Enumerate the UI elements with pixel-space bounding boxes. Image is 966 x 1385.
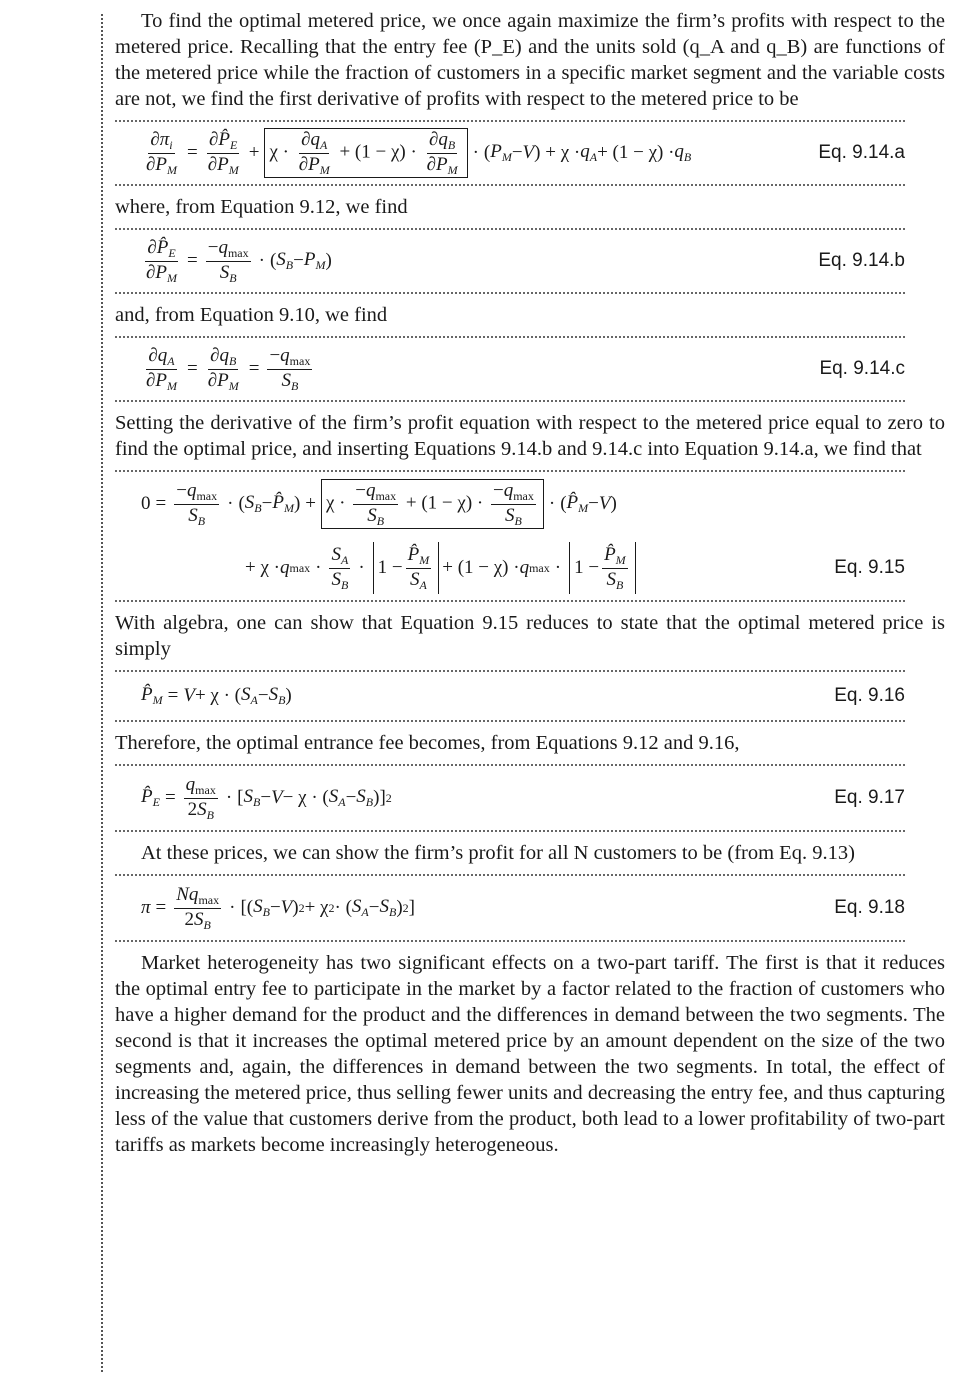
equation-body-line-1: 0 = $\frac{-q_{max}}{S_B}$ · ( $S_B$ − $P̂_M$ ) + χ · $\frac{-q_{max}}{S_B}$ + (1 − χ) · $\frac{-q_{max}}{S_B}$ · ( $P̂_M$ − V ): [141, 479, 617, 528]
equation-9-15: [115, 470, 905, 602]
equation-label: Eq. 9.15: [834, 557, 905, 578]
equation-body: $\frac{\partial\pi_i}{\partial P_M}$ = $\frac{\partial P̂_E}{\partial P_M}$ + χ · $\frac{\partial q_A}{\partial P_M}$ + (1 − χ) · $\frac{\partial q_B}{\partial P_M}$ · ( $P_M$ − V ) + χ · $q_A$ + (1 − χ) · $q_B$: [146, 128, 692, 177]
equation-body: π = $\frac{Nq_{max}}{2S_B}$ · [( $S_B$ − V ) 2 + χ 2 · ( $S_A$ − $S_B$ ) 2 ]: [141, 883, 415, 932]
equation-label: Eq. 9.14.a: [818, 142, 905, 163]
equation-9-14-a: [115, 120, 905, 186]
equation-label: Eq. 9.14.b: [818, 250, 905, 271]
equation-9-14-c: [115, 336, 905, 402]
paragraph-1: To find the optimal metered price, we once again maximize the firm’s profits with respect to the metered price. Recalling that the entry fee (P_E) and the units sold (q_A and q_B) are functions of the metered price while the fraction of customers in a specific market segment and the variable costs are not, we find the first derivative of profits with respect to the metered price to be: [115, 10, 945, 110]
paragraph-6: Therefore, the optimal entrance fee becomes, from Equations 9.12 and 9.16,: [115, 732, 740, 754]
paragraph-2: where, from Equation 9.12, we find: [115, 196, 408, 218]
equation-9-14-b: [115, 228, 905, 294]
equation-9-16: [115, 670, 905, 722]
equation-label: Eq. 9.14.c: [819, 358, 905, 379]
equation-body-line-2: + χ · q max · $\frac{S_A}{S_B}$ · 1 − $\frac{P̂_M}{S_A}$ + (1 − χ) · q max · 1 − $\frac{P̂_M}{S_B}$: [115, 542, 639, 595]
paragraph-7: At these prices, we can show the firm’s profit for all N customers to be (from Eq. 9.13): [141, 842, 855, 864]
equation-body: $P̂_E$ = $\frac{q_{max}}{2S_B}$ · [ $S_B$ − V − χ · ( $S_A$ − $S_B$ )] 2: [141, 773, 392, 822]
equation-body: $\frac{\partial q_A}{\partial P_M}$ = $\frac{\partial q_B}{\partial P_M}$ = $\frac{-q_{max}}{S_B}$: [146, 344, 311, 393]
paragraph-4: Setting the derivative of the firm’s profit equation with respect to the metered price equal to zero to find the optimal price, and inserting Equations 9.14.b and 9.14.c into Equation 9.14.a, we find that: [115, 412, 945, 460]
equation-9-18: [115, 874, 905, 942]
paragraph-8: Market heterogeneity has two significant effects on a two-part tariff. The first is that it reduces the optimal entry fee to participate in the market by a factor related to the fraction of customers who have a higher demand for the product and the differences in demand between the two segments. The second is that it increases the optimal metered price by an amount dependent on the size of the two segments and, again, the differences in demand between the two segments. In total, the effect of increasing the metered price, thus selling fewer units and decreasing the entry fee, and thus capturing less of the value that customers derive from the product, both lead to a lower profitability of two-part tariffs as markets become increasingly heterogeneous.: [115, 952, 945, 1156]
equation-label: Eq. 9.18: [834, 897, 905, 918]
equation-body: $\frac{\partial P̂_E}{\partial P_M}$ = $\frac{-q_{max}}{S_B}$ · ( $S_B$ − $P_M$ ): [146, 236, 332, 285]
equation-9-17: [115, 764, 905, 832]
paragraph-5: With algebra, one can show that Equation 9.15 reduces to state that the optimal metered price is simply: [115, 612, 945, 660]
page-content: [115, 8, 945, 1158]
paragraph-3: and, from Equation 9.10, we find: [115, 304, 388, 326]
equation-body: $P̂_M$ = V + χ · ( $S_A$ − $S_B$ ): [141, 684, 292, 707]
equation-label: Eq. 9.16: [834, 685, 905, 706]
margin-dotted-rule: [101, 14, 103, 1372]
equation-label: Eq. 9.17: [834, 787, 905, 808]
